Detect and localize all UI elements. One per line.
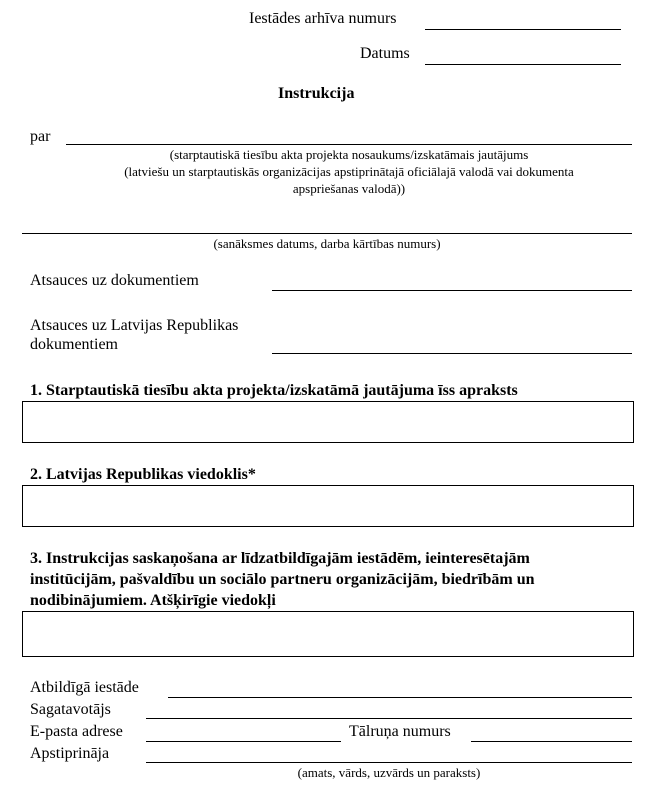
phone-field[interactable]: [471, 741, 632, 742]
section-1-box[interactable]: [22, 401, 634, 443]
approver-hint: (amats, vārds, uzvārds un paraksts): [297, 765, 481, 780]
meeting-hint: (sanāksmes datums, darba kārtības numurs): [213, 236, 441, 251]
archive-number-field[interactable]: [425, 29, 621, 30]
archive-number-label: Iestādes arhīva numurs: [249, 10, 397, 27]
date-label: Datums: [360, 45, 410, 62]
lv-docs-reference-field[interactable]: [272, 353, 632, 354]
act-title-field[interactable]: [66, 144, 632, 145]
email-field[interactable]: [146, 741, 341, 742]
responsible-institution-label: Atbildīgā iestāde: [30, 679, 139, 696]
preparer-label: Sagatavotājs: [30, 701, 111, 718]
section-2-heading: 2. Latvijas Republikas viedoklis*: [30, 466, 256, 483]
section-1-heading: 1. Starptautiskā tiesību akta projekta/izskatāmā jautājuma īss apraksts: [30, 382, 518, 399]
document-title: Instrukcija: [278, 85, 355, 102]
act-title-hint-3: apspriešanas valodā)): [292, 181, 406, 196]
approver-label: Apstiprināja: [30, 745, 110, 762]
docs-reference-label: Atsauces uz dokumentiem: [30, 272, 199, 289]
meeting-field[interactable]: [22, 233, 632, 234]
section-2-box[interactable]: [22, 485, 634, 527]
docs-reference-field[interactable]: [272, 290, 632, 291]
approver-field[interactable]: [146, 762, 632, 763]
par-label: par: [30, 128, 51, 145]
act-title-hint-1: (starptautiskā tiesību akta projekta nosaukums/izskatāmais jautājums: [169, 147, 529, 162]
preparer-field[interactable]: [146, 718, 632, 719]
date-field[interactable]: [425, 64, 621, 65]
email-label: E-pasta adrese: [30, 723, 123, 740]
section-3-box[interactable]: [22, 611, 634, 657]
section-3-heading-2: institūcijām, pašvaldību un sociālo partneru organizācijām, biedrībām un: [30, 571, 535, 588]
act-title-hint-2: (latviešu un starptautiskās organizācijas apstiprinātajā oficiālajā valodā vai dokumenta: [124, 164, 574, 179]
section-3-heading-1: 3. Instrukcijas saskaņošana ar līdzatbildīgajām iestādēm, ieinteresētajām: [30, 550, 530, 567]
phone-label: Tālruņa numurs: [349, 723, 451, 740]
lv-docs-reference-label-1: Atsauces uz Latvijas Republikas: [30, 317, 239, 334]
responsible-institution-field[interactable]: [168, 697, 632, 698]
section-3-heading-3: nodibinājumiem. Atšķirīgie viedokļi: [30, 592, 276, 609]
lv-docs-reference-label-2: dokumentiem: [30, 336, 118, 353]
